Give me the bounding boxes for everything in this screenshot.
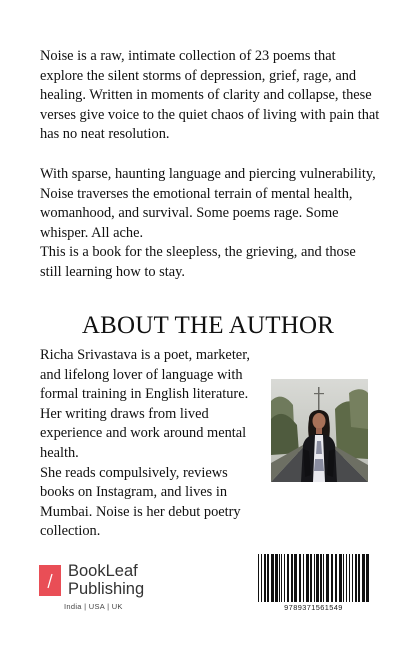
- isbn-number: 9789371561549: [284, 603, 343, 612]
- author-bio: [40, 346, 265, 542]
- publisher-name-line-2: Publishing: [68, 580, 145, 598]
- about-author-heading: ABOUT THE AUTHOR: [81, 312, 335, 339]
- barcode: [257, 554, 370, 602]
- publisher-regions: India | USA | UK: [64, 602, 123, 611]
- slash-icon: [39, 565, 61, 596]
- blurb-paragraph-2: With sparse, haunting language and piercing vulnerability, Noise traverses the emotional terrain of mental health, womanhood, and survival. Some poems rage. Some whisper. All ache.: [40, 165, 376, 241]
- blurb-paragraph-3: This is a book for the sleepless, the grieving, and those still learning how to stay.: [40, 244, 356, 280]
- publisher-logo-mark: [39, 565, 61, 596]
- author-bio-paragraph-1: Richa Srivastava is a poet, marketer, and lifelong lover of language with formal training in English literature. Her writing draws from lived experience and work around mental health.: [40, 347, 251, 461]
- book-blurb: [40, 47, 380, 283]
- author-bio-paragraph-2: She reads compulsively, reviews books on Instagram, and lives in Mumbai. Noise is her debut poetry collection.: [40, 464, 241, 540]
- blurb-paragraph-1: Noise is a raw, intimate collection of 23 poems that explore the silent storms of depression, grief, rage, and healing. Written in moments of clarity and collapse, these verses give voice to the quiet chaos of living with pain that has no neat resolution.: [40, 48, 380, 143]
- author-photo: [271, 379, 368, 482]
- publisher-name-line-1: BookLeaf: [68, 562, 138, 580]
